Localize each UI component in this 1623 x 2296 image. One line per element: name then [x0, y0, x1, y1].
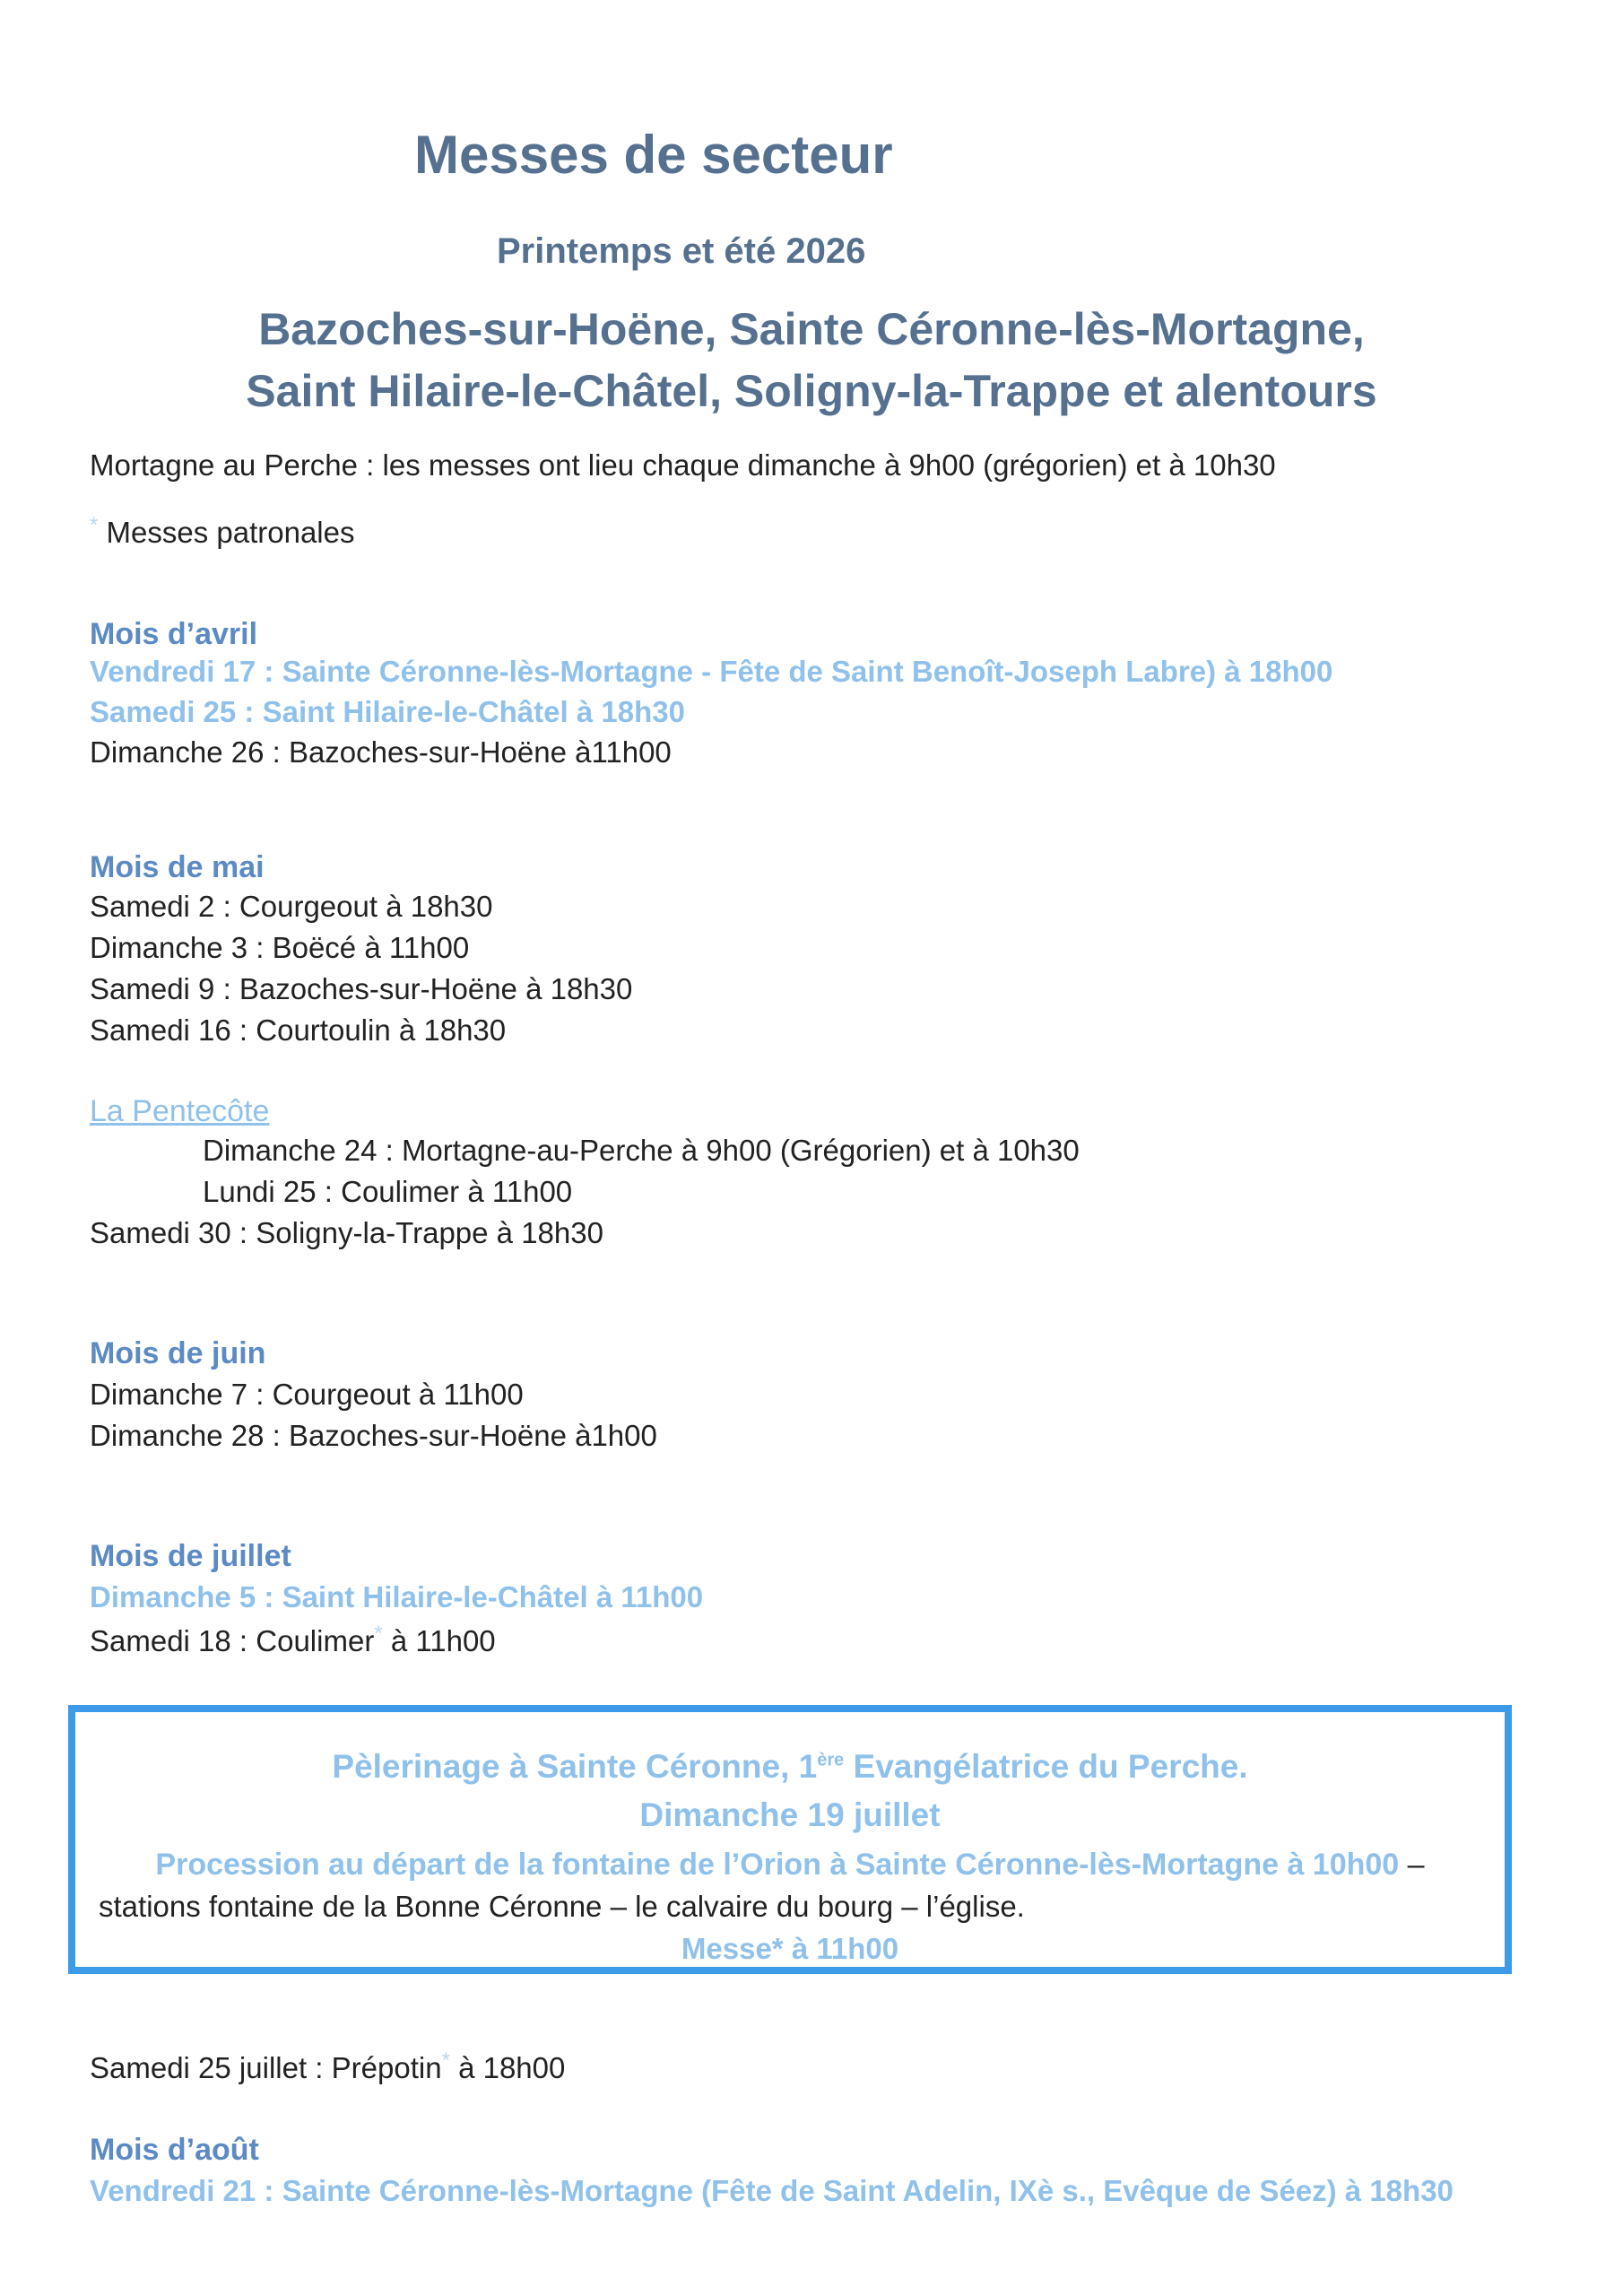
asterisk-mark: * — [90, 513, 99, 537]
patronales-note — [90, 513, 355, 550]
patronales-label: Messes patronales — [106, 516, 355, 549]
mai-line-1: Samedi 2 : Courgeout à 18h30 — [90, 890, 493, 923]
page-title: Messes de secteur — [414, 125, 893, 185]
page-subtitle: Printemps et été 2026 — [497, 231, 866, 271]
avril-line-1: Vendredi 17 : Sainte Céronne-lès-Mortagne - Fête de Saint Benoît-Joseph Labre) à 18h00 — [90, 655, 1333, 688]
mai-line-2: Dimanche 3 : Boëcé à 11h00 — [90, 931, 470, 964]
heading-juin: Mois de juin — [90, 1336, 266, 1370]
aout-line-1: Vendredi 21 : Sainte Céronne-lès-Mortagne (Fête de Saint Adelin, IXè s., Evêque de Séez) à 18h30 — [90, 2174, 1454, 2207]
mai-line-3: Samedi 9 : Bazoches-sur-Hoëne à 18h30 — [90, 972, 633, 1005]
pentecote-line-2: Lundi 25 : Coulimer à 11h00 — [203, 1175, 573, 1208]
heading-avril: Mois d’avril — [90, 617, 258, 651]
juillet-line-1: Dimanche 5 : Saint Hilaire-le-Châtel à 11h00 — [90, 1580, 704, 1613]
pelerinage-procession-dash: – — [1399, 1848, 1425, 1882]
heading-aout: Mois d’août — [90, 2133, 259, 2167]
pelerinage-stations: stations fontaine de la Bonne Céronne – le calvaire du bourg – l’église. — [99, 1890, 1025, 1923]
juillet-line-3-time: à 18h00 — [449, 2051, 566, 2084]
pelerinage-box — [68, 1705, 1512, 1974]
pelerinage-date: Dimanche 19 juillet — [639, 1796, 941, 1833]
juillet-line-2 — [90, 1622, 496, 1658]
pelerinage-procession-text: Procession au départ de la fontaine de l’Orion à Sainte Céronne-lès-Mortagne à 10h00 — [155, 1848, 1400, 1882]
pelerinage-messe: Messe* à 11h00 — [681, 1932, 899, 1965]
asterisk-mark: * — [374, 1622, 383, 1646]
juin-line-2: Dimanche 28 : Bazoches-sur-Hoëne à1h00 — [90, 1419, 657, 1452]
juillet-line-3-text: Samedi 25 juillet : Prépotin — [90, 2051, 442, 2084]
juin-line-1: Dimanche 7 : Courgeout à 11h00 — [90, 1378, 524, 1411]
mai-line-4: Samedi 16 : Courtoulin à 18h30 — [90, 1013, 507, 1047]
mai-line-last: Samedi 30 : Soligny-la-Trappe à 18h30 — [90, 1216, 603, 1249]
heading-mai: Mois de mai — [90, 850, 265, 884]
pelerinage-procession — [75, 1848, 1505, 1883]
asterisk-mark: * — [441, 2048, 450, 2073]
avril-line-3: Dimanche 26 : Bazoches-sur-Hoëne à11h00 — [90, 735, 672, 769]
pelerinage-title-text: Pèlerinage à Sainte Céronne, 1 — [332, 1748, 818, 1785]
juillet-line-2-text: Samedi 18 : Coulimer — [90, 1624, 375, 1657]
places-line-2: Saint Hilaire-le-Châtel, Soligny-la-Trappe et alentours — [246, 366, 1377, 416]
juillet-line-2-time: à 11h00 — [382, 1624, 496, 1657]
heading-juillet: Mois de juillet — [90, 1539, 291, 1573]
places-line-1: Bazoches-sur-Hoëne, Sainte Céronne-lès-Mortagne, — [258, 304, 1365, 354]
avril-line-2: Samedi 25 : Saint Hilaire-le-Châtel à 18h30 — [90, 695, 685, 728]
pelerinage-title-sup: ère — [817, 1750, 845, 1770]
juillet-line-3 — [90, 2048, 565, 2085]
pelerinage-title-rest: Evangélatrice du Perche. — [844, 1748, 1248, 1785]
pentecote-line-1: Dimanche 24 : Mortagne-au-Perche à 9h00 (Grégorien) et à 10h30 — [203, 1134, 1080, 1167]
pentecote-heading: La Pentecôte — [90, 1094, 270, 1128]
mortagne-note: Mortagne au Perche : les messes ont lieu chaque dimanche à 9h00 (grégorien) et à 10h30 — [90, 448, 1276, 482]
pelerinage-title — [75, 1748, 1505, 1786]
